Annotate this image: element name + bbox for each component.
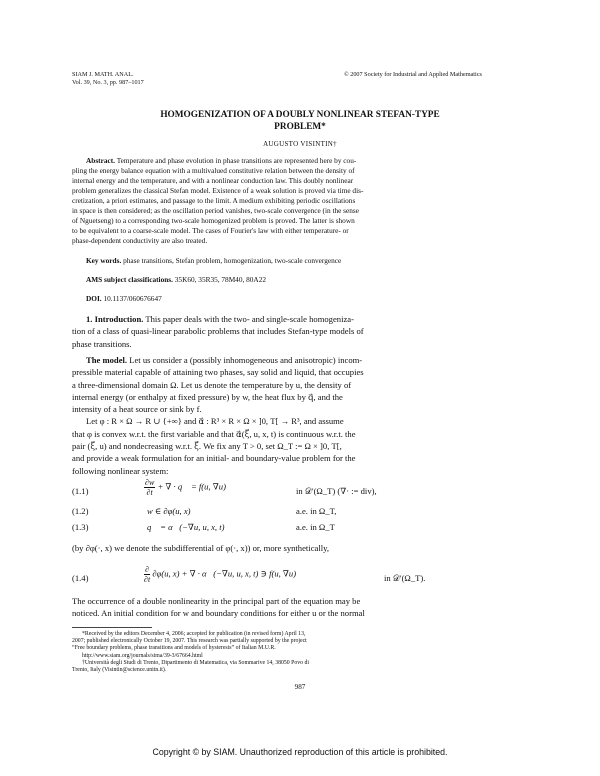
equation-1-1: $\frac{\partial w}{\partial t}$ + ∇ · q⃗ = f(u, ∇u): [145, 478, 226, 497]
model-section: The model. Let us consider a (possibly inhomogeneous and anisotropic) incom- pressible material capable of attaining two phases, say solid and liquid, that occupies a three-dimensional domain Ω. Let us denote the temperature by u, the density of internal energy (or enthalpy at fixed pressure) by w, the heat flux by q⃗, and the intensity of a heat source or sink by f. Let φ : R × Ω → R ∪ {+∞} and α⃗ : R³ × R × Ω × ]0, T[ → R³, and assume that φ is convex w.r.t. the first variable and that α⃗(ξ⃗, u, x, t) is continuous w.r.t. the pair (ξ⃗, u) and nondecreasing w.r.t. ξ⃗. We fix any T > 0, set Ω_T := Ω × ]0, T[, and provide a weak formulation for an initial- and boundary-value problem for the following nonlinear system:: [72, 355, 364, 476]
equation-number: (1.4): [72, 573, 89, 583]
abstract: [72, 156, 528, 246]
page-number: 987: [294, 683, 306, 691]
equation-1-3: q⃗ = α⃗(−∇u, u, x, t): [147, 522, 225, 532]
header-copyright: © 2007 Society for Industrial and Applied Mathematics: [344, 71, 482, 78]
introduction: 1. Introduction. This paper deals with the two- and single-scale homogeniza- tion of a class of quasi-linear parabolic problems that includes Stefan-type models of phase transitions.: [72, 314, 364, 349]
equation-1-2: w ∈ ∂φ(u, x): [147, 506, 191, 516]
footnote-rule: [72, 627, 152, 628]
abstract-line: in space is then considered; as the oscillation period vanishes, two-scale convergence (in the sense: [72, 206, 359, 215]
abstract-line: of Nguetseng) to a corresponding two-scale homogenized problem is proved. The latter is shown: [72, 216, 355, 225]
footnote-line: †Università degli Studi di Trento, Dipartimento di Matematica, via Sommarive 14, 38050 Povo di: [82, 659, 310, 666]
equation-number: (1.2): [72, 506, 89, 516]
footnotes: [72, 631, 528, 674]
doi: DOI. 10.1137/060676647: [86, 294, 162, 303]
partial-fraction: $\frac{\partial}{\partial t}$: [144, 565, 151, 584]
abstract-line: pling the energy balance equation with a multivalued constitutive relation between the density of: [72, 166, 355, 175]
equation-number: (1.3): [72, 522, 89, 532]
journal-name: SIAM J. MATH. ANAL.: [72, 71, 134, 78]
equation-condition: a.e. in Ω_T: [296, 522, 335, 532]
author: AUGUSTO VISINTIN†: [263, 140, 337, 148]
footnote-line: 2007; published electronically October 19, 2007. This research was partially supported by the project: [72, 638, 307, 645]
model-heading: The model.: [86, 355, 128, 365]
equation-condition: in 𝒟′(Ω_T) (∇· := div),: [296, 486, 377, 496]
abstract-line: cretization, a priori estimates, and passage to the limit. A medium exhibiting periodic oscillations: [72, 196, 356, 205]
keywords: Key words. phase transitions, Stefan problem, homogenization, two-scale convergence: [86, 256, 342, 265]
ams-label: AMS subject classifications.: [86, 275, 173, 284]
equation-condition: in 𝒟′(Ω_T).: [384, 573, 426, 583]
keywords-label: Key words.: [86, 256, 122, 265]
equation-condition: a.e. in Ω_T,: [296, 506, 337, 516]
ams-classifications: AMS subject classifications. 35K60, 35R35, 78M40, 80A22: [86, 275, 266, 284]
paper-title: [0, 109, 600, 133]
intro-heading: 1. Introduction.: [86, 314, 144, 324]
footnote-line: “Free boundary problems, phase transitions and models of hysteresis” of Italian M.U.R.: [72, 645, 276, 652]
closing-paragraph: The occurrence of a double nonlinearity in the principal part of the equation may be noticed. An initial condition for w and boundary conditions for either u or the normal: [72, 596, 365, 619]
abstract-line: phase-dependent conductivity are also treated.: [72, 236, 208, 245]
between-text: (by ∂φ(·, x) we denote the subdifferential of φ(·, x)) or, more synthetically,: [72, 543, 329, 553]
equation-number: (1.1): [72, 486, 89, 496]
footnote-line: Trento, Italy (Visintin@science.unitn.it).: [72, 667, 167, 674]
abstract-line: problem generalizes the classical Stefan model. Existence of a weak solution is proved via time dis-: [72, 186, 364, 195]
journal-volume: Vol. 39, No. 3, pp. 987–1017: [72, 79, 144, 86]
abstract-label: Abstract.: [86, 156, 115, 165]
equation-1-4: $\frac{\partial}{\partial t}$ ∂φ(u, x) + ∇ · α⃗(−∇u, u, x, t) ∋ f(u, ∇u): [144, 565, 297, 584]
partial-fraction: $\frac{\partial w}{\partial t}$: [145, 478, 155, 497]
footnote-url[interactable]: http://www.siam.org/journals/sima/39-3/67664.html: [82, 652, 203, 659]
title-line-2: PROBLEM*: [274, 122, 326, 132]
footnote-line: *Received by the editors December 4, 2006; accepted for publication (in revised form) April 13,: [82, 631, 306, 637]
abstract-line: Abstract. Temperature and phase evolution in phase transitions are represented here by cou-: [86, 156, 357, 165]
title-line-1: HOMOGENIZATION OF A DOUBLY NONLINEAR STEFAN-TYPE: [160, 110, 440, 120]
bottom-copyright: Copyright © by SIAM. Unauthorized reproduction of this article is prohibited.: [152, 747, 448, 757]
abstract-line: to be equivalent to a coarse-scale model. The cases of Fourier's law with either temperature- or: [72, 226, 349, 235]
doi-label: DOI.: [86, 294, 102, 303]
abstract-line: internal energy and the temperature, and with a nonlinear conduction law. This doubly nonlinear: [72, 176, 354, 185]
